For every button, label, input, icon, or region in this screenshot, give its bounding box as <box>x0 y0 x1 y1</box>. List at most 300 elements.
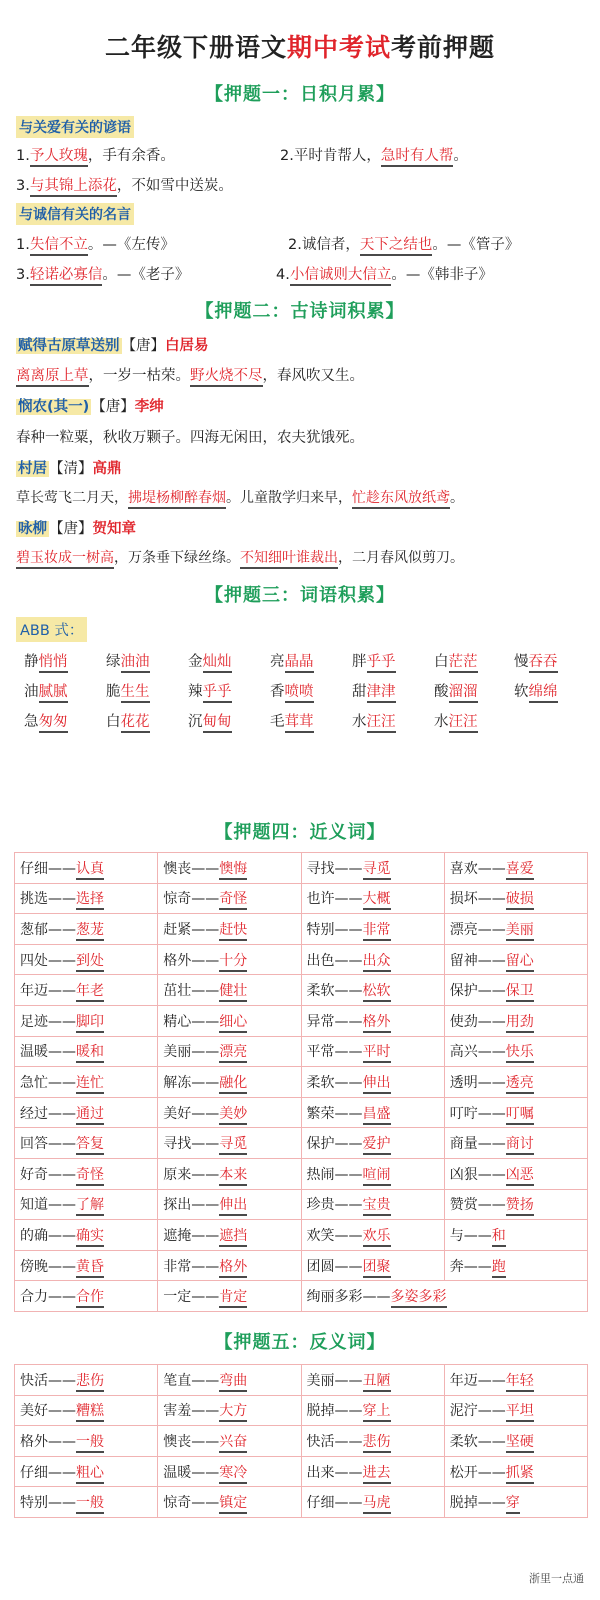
poem-1-header: 赋得古原草送别 【唐】白居易 <box>18 338 209 354</box>
word-pair-right: 一般 <box>76 1495 104 1514</box>
word-pair-right: 平时 <box>363 1044 391 1063</box>
word-pair-left: 格外—— <box>163 952 220 969</box>
word-pair-left: 原来—— <box>163 1166 220 1183</box>
abb-word: 白花花 <box>106 710 150 731</box>
word-pair-cell <box>15 883 158 914</box>
word-pair-cell <box>158 1487 301 1518</box>
word-pair-right: 非常 <box>363 922 391 941</box>
word-pair-cell <box>301 1067 444 1098</box>
word-pair-right: 答复 <box>76 1136 104 1155</box>
word-pair-right: 认真 <box>76 861 104 880</box>
word-pair-cell <box>158 1189 301 1220</box>
proverb-heading-honesty: 与诚信有关的名言 <box>16 203 134 225</box>
word-pair-right: 美丽 <box>506 922 534 941</box>
word-pair-cell <box>444 1005 587 1036</box>
word-pair-left: 惊奇—— <box>163 891 220 908</box>
word-pair-cell <box>15 1067 158 1098</box>
abb-word: 辣乎乎 <box>188 680 232 701</box>
abb-word-grid <box>24 650 594 740</box>
word-pair-right: 格外 <box>363 1014 391 1033</box>
section-4-title: 【押题四：近义词】 <box>214 822 386 843</box>
word-pair-left: 合力—— <box>20 1289 76 1306</box>
poem-2-text: 春种一粒粟，秋收万颗子。四海无闲田，农夫犹饿死。 <box>16 430 364 446</box>
word-pair-cell <box>158 883 301 914</box>
word-pair-left: 非常—— <box>163 1258 220 1275</box>
word-pair-left: 柔软—— <box>306 983 363 1000</box>
word-pair-right: 快乐 <box>506 1044 534 1063</box>
word-pair-left: 保护—— <box>306 1136 363 1153</box>
word-pair-cell <box>444 1426 587 1457</box>
word-pair-right: 穿上 <box>363 1403 391 1422</box>
synonym-row <box>15 914 588 945</box>
word-pair-left: 损坏—— <box>449 891 506 908</box>
word-pair-right: 爱护 <box>363 1136 391 1155</box>
abb-row <box>24 650 594 680</box>
abb-word: 水汪汪 <box>352 710 396 731</box>
word-pair-right: 选择 <box>76 891 104 910</box>
word-pair-right: 悲伤 <box>76 1373 104 1392</box>
word-pair-right: 兴奋 <box>219 1434 247 1453</box>
word-pair-left: 温暖—— <box>163 1464 220 1481</box>
word-pair-cell <box>444 853 587 884</box>
word-pair-right: 昌盛 <box>363 1106 391 1125</box>
word-pair-left: 仔细—— <box>20 1464 76 1481</box>
word-pair-cell <box>301 1426 444 1457</box>
word-pair-left: 出来—— <box>306 1464 363 1481</box>
word-pair-left: 脱掉—— <box>306 1403 363 1420</box>
word-pair-right: 葱茏 <box>76 922 104 941</box>
word-pair-cell <box>444 1067 587 1098</box>
word-pair-left: 四处—— <box>20 952 76 969</box>
poem-4-text: 碧玉妆成一树高，万条垂下绿丝绦。不知细叶谁裁出，二月春风似剪刀。 <box>16 547 464 567</box>
proverb-1: 1.予人玫瑰，手有余香。 <box>16 144 175 165</box>
abb-word: 胖乎乎 <box>352 650 396 671</box>
word-pair-cell <box>158 1036 301 1067</box>
synonym-row <box>15 1036 588 1067</box>
word-pair-cell <box>15 1220 158 1251</box>
word-pair-cell <box>444 1128 587 1159</box>
synonym-row <box>15 1128 588 1159</box>
word-pair-cell <box>158 1456 301 1487</box>
synonym-row <box>15 1158 588 1189</box>
quote-3: 3.轻诺必寡信。—《老子》 <box>16 263 189 284</box>
word-pair-right: 了解 <box>76 1197 104 1216</box>
word-pair-left: 傍晚—— <box>20 1258 76 1275</box>
word-pair-right: 大方 <box>219 1403 247 1422</box>
word-pair-right: 本来 <box>219 1167 247 1186</box>
word-pair-right: 懊悔 <box>219 861 247 880</box>
word-pair-cell <box>15 944 158 975</box>
word-pair-cell <box>158 1365 301 1396</box>
word-pair-left: 美好—— <box>163 1105 220 1122</box>
word-pair-cell <box>301 1036 444 1067</box>
word-pair-left: 的确—— <box>20 1227 76 1244</box>
word-pair-left: 好奇—— <box>20 1166 76 1183</box>
word-pair-right: 穿 <box>506 1495 520 1514</box>
word-pair-left: 美好—— <box>20 1403 76 1420</box>
word-pair-cell <box>444 1036 587 1067</box>
abb-row <box>24 710 594 740</box>
word-pair-right: 确实 <box>76 1228 104 1247</box>
word-pair-cell <box>15 914 158 945</box>
abb-word: 金灿灿 <box>188 650 232 671</box>
antonym-row <box>15 1456 588 1487</box>
word-pair-right: 脚印 <box>76 1014 104 1033</box>
word-pair-cell <box>444 1250 587 1281</box>
synonym-row <box>15 1097 588 1128</box>
word-pair-right: 健壮 <box>219 983 247 1002</box>
word-pair-right: 寒冷 <box>219 1465 247 1484</box>
word-pair-right: 欢乐 <box>363 1228 391 1247</box>
abb-word: 亮晶晶 <box>270 650 314 671</box>
word-pair-cell <box>301 1189 444 1220</box>
section-5-title: 【押题五：反义词】 <box>214 1332 386 1353</box>
word-pair-cell <box>301 944 444 975</box>
word-pair-left: 年迈—— <box>20 983 76 1000</box>
word-pair-cell <box>15 975 158 1006</box>
synonym-row <box>15 975 588 1006</box>
poem-1-text: 离离原上草，一岁一枯荣。野火烧不尽，春风吹又生。 <box>16 364 364 385</box>
proverb-3: 3.与其锦上添花，不如雪中送炭。 <box>16 174 233 195</box>
word-pair-left: 赶紧—— <box>163 921 220 938</box>
word-pair-left: 透明—— <box>449 1074 506 1091</box>
word-pair-right: 多姿多彩 <box>391 1289 447 1308</box>
section-1-title: 【押题一：日积月累】 <box>205 84 395 105</box>
word-pair-left: 奔—— <box>449 1258 492 1275</box>
word-pair-right: 丑陋 <box>363 1373 391 1392</box>
word-pair-right: 漂亮 <box>219 1044 247 1063</box>
word-pair-cell <box>158 1128 301 1159</box>
word-pair-right: 用劲 <box>506 1014 534 1033</box>
word-pair-left: 也许—— <box>306 891 363 908</box>
antonym-row <box>15 1395 588 1426</box>
word-pair-cell <box>301 883 444 914</box>
word-pair-left: 精心—— <box>163 1013 220 1030</box>
word-pair-cell <box>15 1158 158 1189</box>
word-pair-cell <box>444 1456 587 1487</box>
word-pair-right: 通过 <box>76 1106 104 1125</box>
word-pair-right: 奇怪 <box>219 891 247 910</box>
antonym-row <box>15 1426 588 1457</box>
word-pair-right: 大概 <box>363 891 391 910</box>
word-pair-left: 惊奇—— <box>163 1495 220 1512</box>
word-pair-cell <box>158 1426 301 1457</box>
word-pair-left: 快活—— <box>306 1433 363 1450</box>
word-pair-right: 松软 <box>363 983 391 1002</box>
word-pair-cell <box>158 1097 301 1128</box>
word-pair-left: 平常—— <box>306 1044 363 1061</box>
word-pair-right: 细心 <box>219 1014 247 1033</box>
abb-word: 脆生生 <box>106 680 150 701</box>
synonym-row <box>15 944 588 975</box>
word-pair-left: 繁荣—— <box>306 1105 363 1122</box>
word-pair-left: 与—— <box>449 1227 492 1244</box>
word-pair-cell <box>158 1281 301 1312</box>
word-pair-left: 仔细—— <box>306 1495 363 1512</box>
word-pair-left: 温暖—— <box>20 1044 76 1061</box>
word-pair-left: 快活—— <box>20 1372 76 1389</box>
word-pair-cell <box>15 853 158 884</box>
word-pair-cell <box>301 1365 444 1396</box>
word-pair-cell <box>444 1395 587 1426</box>
synonym-row <box>15 1250 588 1281</box>
word-pair-left: 年迈—— <box>449 1372 506 1389</box>
word-pair-left: 叮咛—— <box>449 1105 506 1122</box>
word-pair-left: 一定—— <box>163 1289 220 1306</box>
word-pair-cell <box>158 1067 301 1098</box>
word-pair-right: 喧闹 <box>363 1167 391 1186</box>
word-pair-left: 团圆—— <box>306 1258 363 1275</box>
word-pair-right: 到处 <box>76 953 104 972</box>
word-pair-left: 凶狠—— <box>449 1166 506 1183</box>
abb-word: 毛茸茸 <box>270 710 314 731</box>
word-pair-cell <box>301 1097 444 1128</box>
word-pair-cell <box>444 1220 587 1251</box>
word-pair-right: 透亮 <box>506 1075 534 1094</box>
word-pair-left: 遮掩—— <box>163 1227 220 1244</box>
word-pair-right: 留心 <box>506 953 534 972</box>
word-pair-right: 跑 <box>492 1259 506 1278</box>
word-pair-cell <box>301 1220 444 1251</box>
word-pair-left: 格外—— <box>20 1433 76 1450</box>
word-pair-left: 喜欢—— <box>449 860 506 877</box>
word-pair-right: 年轻 <box>506 1373 534 1392</box>
word-pair-left: 保护—— <box>449 983 506 1000</box>
word-pair-right: 寻觅 <box>363 861 391 880</box>
word-pair-cell <box>15 1005 158 1036</box>
word-pair-cell <box>301 1005 444 1036</box>
abb-word: 急匆匆 <box>24 710 68 731</box>
word-pair-left: 美丽—— <box>306 1372 363 1389</box>
poem-4-header: 咏柳 【唐】贺知章 <box>18 521 136 537</box>
word-pair-right: 遮挡 <box>219 1228 247 1247</box>
word-pair-right: 和 <box>492 1228 506 1247</box>
word-pair-right: 伸出 <box>363 1075 391 1094</box>
word-pair-right: 融化 <box>219 1075 247 1094</box>
word-pair-cell <box>444 914 587 945</box>
word-pair-right: 肯定 <box>219 1289 247 1308</box>
synonym-table <box>14 852 588 1312</box>
word-pair-left: 柔软—— <box>449 1433 506 1450</box>
word-pair-left: 解冻—— <box>163 1074 220 1091</box>
abb-label: ABB 式： <box>16 617 87 642</box>
word-pair-left: 葱郁—— <box>20 921 76 938</box>
word-pair-right: 出众 <box>363 953 391 972</box>
word-pair-cell <box>444 1097 587 1128</box>
word-pair-right: 喜爱 <box>506 861 534 880</box>
word-pair-left: 经过—— <box>20 1105 76 1122</box>
word-pair-cell <box>301 853 444 884</box>
word-pair-right: 叮嘱 <box>506 1106 534 1125</box>
word-pair-left: 留神—— <box>449 952 506 969</box>
word-pair-cell <box>158 1395 301 1426</box>
word-pair-cell <box>444 1189 587 1220</box>
word-pair-left: 热闹—— <box>306 1166 363 1183</box>
word-pair-right: 暖和 <box>76 1044 104 1063</box>
word-pair-cell <box>158 944 301 975</box>
word-pair-cell <box>15 1189 158 1220</box>
word-pair-left: 高兴—— <box>449 1044 506 1061</box>
word-pair-cell <box>444 1487 587 1518</box>
word-pair-left: 寻找—— <box>306 860 363 877</box>
word-pair-cell <box>158 1250 301 1281</box>
word-pair-cell <box>158 1005 301 1036</box>
word-pair-right: 团聚 <box>363 1259 391 1278</box>
poem-3-header: 村居 【清】高鼎 <box>18 461 122 477</box>
word-pair-left: 探出—— <box>163 1197 220 1214</box>
word-pair-cell <box>301 1250 444 1281</box>
word-pair-cell <box>15 1036 158 1067</box>
word-pair-right: 合作 <box>76 1289 104 1308</box>
word-pair-right: 进去 <box>363 1465 391 1484</box>
word-pair-cell <box>301 1487 444 1518</box>
word-pair-cell <box>15 1395 158 1426</box>
section-2-title: 【押题二：古诗词积累】 <box>195 301 405 322</box>
antonym-row <box>15 1487 588 1518</box>
word-pair-right: 奇怪 <box>76 1167 104 1186</box>
word-pair-right: 凶恶 <box>506 1167 534 1186</box>
abb-word: 静悄悄 <box>24 650 68 671</box>
word-pair-right: 悲伤 <box>363 1434 391 1453</box>
word-pair-left: 寻找—— <box>163 1136 220 1153</box>
quote-2: 2.诚信者，天下之结也。—《管子》 <box>288 233 519 254</box>
word-pair-right: 保卫 <box>506 983 534 1002</box>
word-pair-cell <box>15 1097 158 1128</box>
word-pair-cell <box>301 1158 444 1189</box>
word-pair-cell <box>444 883 587 914</box>
word-pair-cell <box>15 1365 158 1396</box>
word-pair-left: 特别—— <box>20 1495 76 1512</box>
word-pair-left: 使劲—— <box>449 1013 506 1030</box>
word-pair-right: 十分 <box>219 953 247 972</box>
poem-2-header: 悯农(其一) 【唐】李绅 <box>18 399 164 415</box>
word-pair-cell <box>15 1487 158 1518</box>
word-pair-left: 笔直—— <box>163 1372 220 1389</box>
synonym-row <box>15 883 588 914</box>
word-pair-right: 伸出 <box>219 1197 247 1216</box>
word-pair-left: 赞赏—— <box>449 1197 506 1214</box>
word-pair-cell <box>158 853 301 884</box>
word-pair-left: 柔软—— <box>306 1074 363 1091</box>
word-pair-left: 特别—— <box>306 921 363 938</box>
word-pair-left: 泥泞—— <box>449 1403 506 1420</box>
word-pair-left: 足迹—— <box>20 1013 76 1030</box>
word-pair-right: 格外 <box>219 1259 247 1278</box>
word-pair-cell <box>15 1128 158 1159</box>
word-pair-left: 松开—— <box>449 1464 506 1481</box>
synonym-row <box>15 1281 588 1312</box>
abb-word: 慢吞吞 <box>514 650 558 671</box>
word-pair-cell <box>301 1395 444 1426</box>
word-pair-left: 异常—— <box>306 1013 363 1030</box>
word-pair-left: 仔细—— <box>20 860 76 877</box>
word-pair-left: 脱掉—— <box>449 1495 506 1512</box>
word-pair-cell <box>15 1250 158 1281</box>
word-pair-cell <box>15 1426 158 1457</box>
word-pair-right: 破损 <box>506 891 534 910</box>
word-pair-cell <box>15 1281 158 1312</box>
synonym-row <box>15 1220 588 1251</box>
synonym-row <box>15 853 588 884</box>
word-pair-cell <box>301 914 444 945</box>
word-pair-cell <box>158 914 301 945</box>
word-pair-right: 平坦 <box>506 1403 534 1422</box>
word-pair-right: 宝贵 <box>363 1197 391 1216</box>
word-pair-left: 知道—— <box>20 1197 76 1214</box>
word-pair-right: 寻觅 <box>219 1136 247 1155</box>
word-pair-left: 漂亮—— <box>449 921 506 938</box>
word-pair-cell <box>444 1365 587 1396</box>
antonym-row <box>15 1365 588 1396</box>
word-pair-right: 马虎 <box>363 1495 391 1514</box>
synonym-row <box>15 1189 588 1220</box>
word-pair-cell <box>444 1158 587 1189</box>
word-pair-right: 年老 <box>76 983 104 1002</box>
page-title: 二年级下册语文期中考试考前押题 <box>104 33 496 62</box>
synonym-row <box>15 1005 588 1036</box>
word-pair-right: 赶快 <box>219 922 247 941</box>
word-pair-left: 商量—— <box>449 1136 506 1153</box>
word-pair-right: 连忙 <box>76 1075 104 1094</box>
word-pair-left: 美丽—— <box>163 1044 220 1061</box>
word-pair-cell <box>158 975 301 1006</box>
word-pair-right: 糟糕 <box>76 1403 104 1422</box>
word-pair-right: 镇定 <box>219 1495 247 1514</box>
footer-watermark: 浙里一点通 <box>529 1572 584 1585</box>
abb-word: 沉甸甸 <box>188 710 232 731</box>
word-pair-left: 懊丧—— <box>163 860 220 877</box>
word-pair-left: 茁壮—— <box>163 983 220 1000</box>
antonym-table <box>14 1364 588 1518</box>
word-pair-right: 黄昏 <box>76 1259 104 1278</box>
abb-word: 酸溜溜 <box>434 680 478 701</box>
word-pair-left: 懊丧—— <box>163 1433 220 1450</box>
word-pair-left: 急忙—— <box>20 1074 76 1091</box>
quote-4: 4.小信诚则大信立。—《韩非子》 <box>276 263 493 284</box>
proverb-heading-care: 与关爱有关的谚语 <box>16 116 134 138</box>
proverb-2: 2.平时肯帮人，急时有人帮。 <box>280 144 468 165</box>
word-pair-left: 珍贵—— <box>306 1197 363 1214</box>
word-pair-right: 一般 <box>76 1434 104 1453</box>
abb-word: 香喷喷 <box>270 680 314 701</box>
word-pair-left: 出色—— <box>306 952 363 969</box>
abb-word: 绿油油 <box>106 650 150 671</box>
word-pair-left: 挑选—— <box>20 891 76 908</box>
abb-word: 水汪汪 <box>434 710 478 731</box>
word-pair-right: 坚硬 <box>506 1434 534 1453</box>
word-pair-left: 害羞—— <box>163 1403 220 1420</box>
quote-1: 1.失信不立。—《左传》 <box>16 233 175 254</box>
word-pair-cell <box>158 1220 301 1251</box>
abb-row <box>24 680 594 710</box>
abb-word: 甜津津 <box>352 680 396 701</box>
word-pair-cell <box>301 1456 444 1487</box>
word-pair-right: 美妙 <box>219 1106 247 1125</box>
word-pair-left: 绚丽多彩—— <box>306 1289 391 1306</box>
word-pair-cell <box>444 975 587 1006</box>
word-pair-left: 回答—— <box>20 1136 76 1153</box>
word-pair-left: 欢笑—— <box>306 1227 363 1244</box>
abb-word: 白茫茫 <box>434 650 478 671</box>
word-pair-right: 商讨 <box>506 1136 534 1155</box>
synonym-row <box>15 1067 588 1098</box>
word-pair-right: 粗心 <box>76 1465 104 1484</box>
word-pair-cell <box>301 1281 588 1312</box>
word-pair-right: 抓紧 <box>506 1465 534 1484</box>
abb-word: 油腻腻 <box>24 680 68 701</box>
word-pair-right: 弯曲 <box>219 1373 247 1392</box>
section-3-title: 【押题三：词语积累】 <box>205 585 395 606</box>
